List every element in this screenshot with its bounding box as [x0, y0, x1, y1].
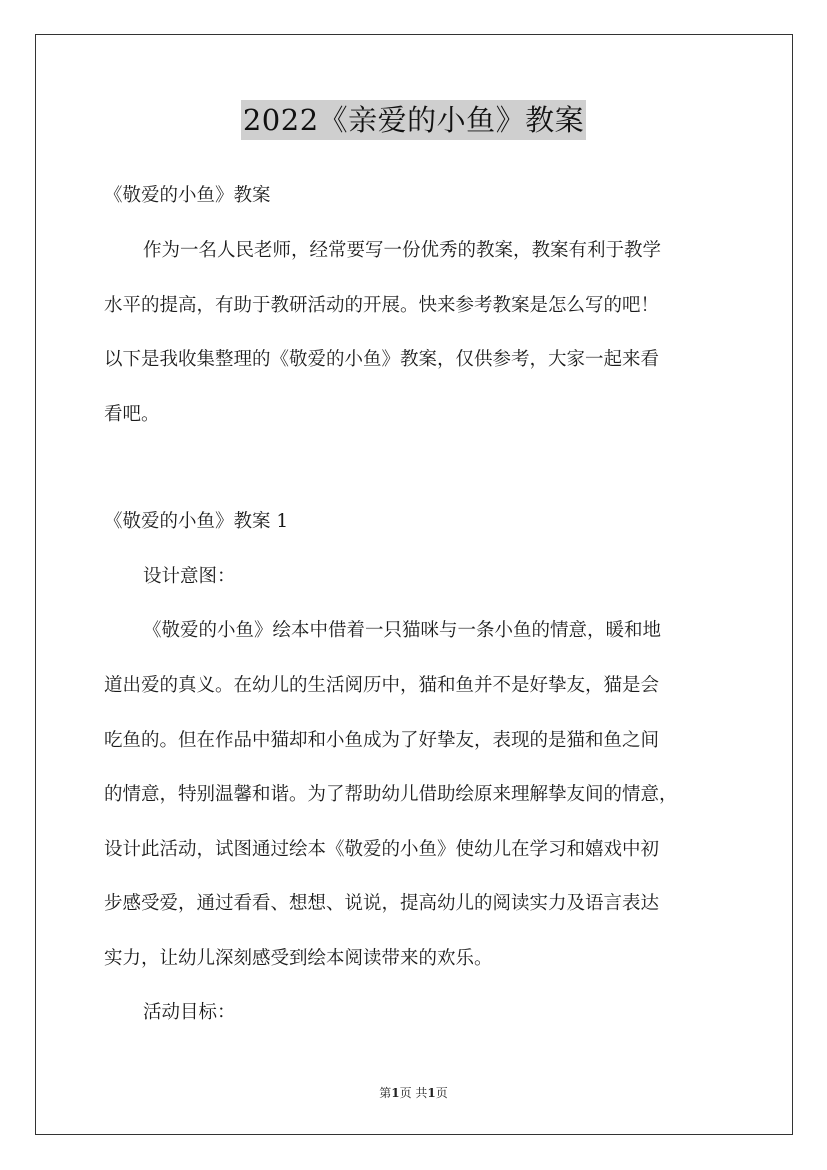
intro-line-1: 作为一名人民老师，经常要写一份优秀的教案，教案有利于教学: [143, 240, 662, 261]
intro-line-4: 看吧。: [104, 404, 160, 425]
subtitle: 《敬爱的小鱼》教案: [104, 185, 271, 206]
footer-suffix: 页: [435, 1086, 448, 1100]
footer-page-current: 1: [391, 1086, 400, 1100]
design-label: 设计意图：: [143, 566, 236, 587]
design-line-3: 吃鱼的。但在作品中猫却和小鱼成为了好挚友，表现的是猫和鱼之间: [104, 730, 660, 751]
intro-line-2: 水平的提高，有助于教研活动的开展。快来参考教案是怎么写的吧！: [104, 295, 660, 316]
title-container: [0, 100, 827, 140]
footer-page-total: 1: [427, 1086, 436, 1100]
design-line-6: 步感受爱，通过看看、想想、说说，提高幼儿的阅读实力及语言表达: [104, 893, 660, 914]
footer-prefix: 第: [379, 1086, 392, 1100]
design-line-1: 《敬爱的小鱼》绘本中借着一只猫咪与一条小鱼的情意，暖和地: [143, 620, 662, 641]
intro-line-3: 以下是我收集整理的《敬爱的小鱼》教案，仅供参考，大家一起来看: [104, 349, 660, 370]
design-line-4: 的情意，特别温馨和谐。为了帮助幼儿借助绘原来理解挚友间的情意，: [104, 784, 678, 805]
design-line-2: 道出爱的真义。在幼儿的生活阅历中，猫和鱼并不是好挚友，猫是会: [104, 675, 660, 696]
page-footer: [0, 1084, 827, 1101]
goal-label: 活动目标：: [143, 1002, 236, 1023]
design-line-7: 实力，让幼儿深刻感受到绘本阅读带来的欢乐。: [104, 948, 493, 969]
section-heading: 《敬爱的小鱼》教案 1: [104, 511, 289, 532]
design-line-5: 设计此活动，试图通过绘本《敬爱的小鱼》使幼儿在学习和嬉戏中初: [104, 839, 660, 860]
document-title: 2022《亲爱的小鱼》教案: [241, 100, 586, 140]
footer-mid: 页 共: [399, 1086, 428, 1100]
